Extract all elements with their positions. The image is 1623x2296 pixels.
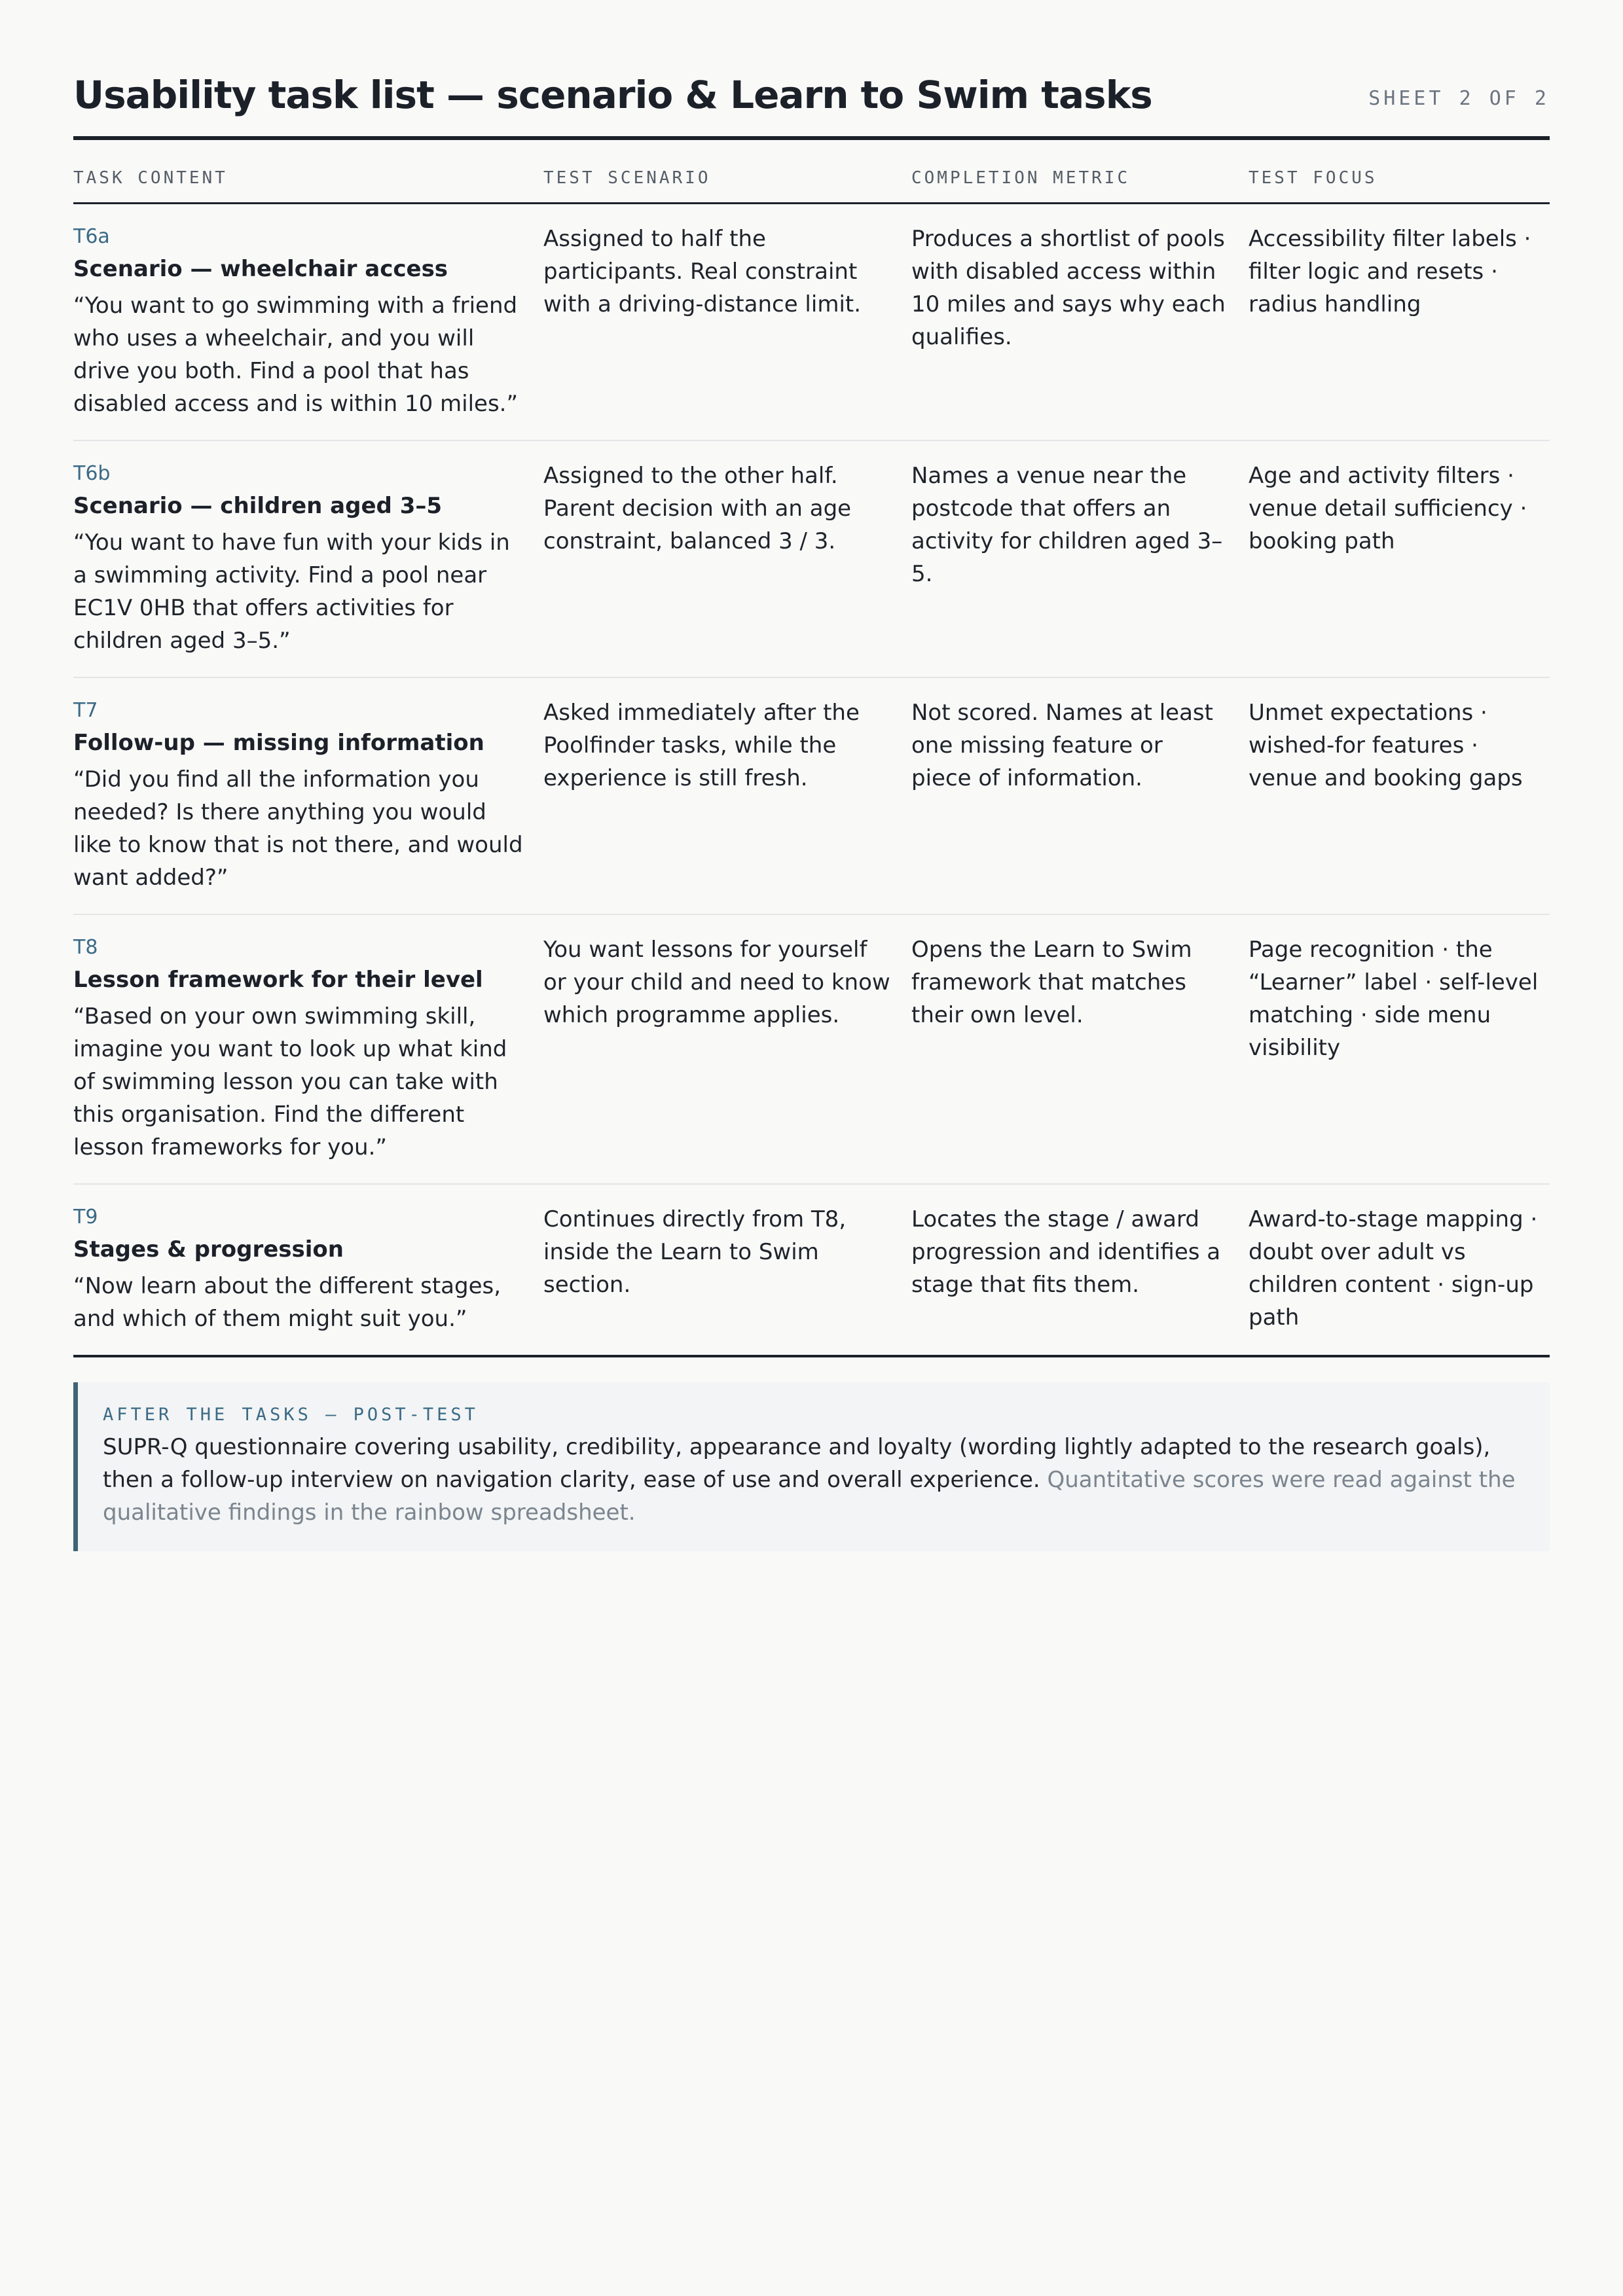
- completion-metric-cell: Opens the Learn to Swim framework that matches their own level.: [911, 914, 1249, 1184]
- task-id: T7: [73, 698, 98, 722]
- completion-metric-cell: Names a venue near the postcode that offers an activity for children aged 3–5.: [911, 440, 1249, 677]
- column-header-test-scenario: TEST SCENARIO: [543, 140, 911, 203]
- post-test-description: SUPR-Q questionnaire covering usability, credibility, appearance and loyalty (wording lightly adapted to the research goals), then a follow-up interview on navigation clarity, ease of use and overall experience.: [103, 1433, 1491, 1493]
- table-row: [73, 914, 1550, 1184]
- task-name: Lesson framework for their level: [73, 966, 483, 993]
- completion-metric-cell: Locates the stage / award progression and identifies a stage that fits them.: [911, 1184, 1249, 1356]
- post-test-heading: AFTER THE TASKS — POST-TEST: [103, 1404, 479, 1425]
- post-test-callout: [73, 1382, 1550, 1551]
- task-prompt: “You want to have fun with your kids in a swimming activity. Find a pool near EC1V 0HB that offers activities for children aged 3–5.”: [73, 529, 510, 654]
- test-scenario-cell: You want lessons for yourself or your child and need to know which programme applies.: [543, 914, 911, 1184]
- task-content-cell: [73, 677, 543, 914]
- test-focus-cell: Page recognition · the “Learner” label · self-level matching · side menu visibility: [1249, 914, 1550, 1184]
- column-header-test-focus: TEST FOCUS: [1249, 140, 1550, 203]
- test-scenario-cell: Assigned to half the participants. Real constraint with a driving-distance limit.: [543, 203, 911, 440]
- task-prompt: “You want to go swimming with a friend who uses a wheelchair, and you will drive you both. Find a pool that has disabled access and is within 10 miles.”: [73, 292, 519, 417]
- task-id: T6a: [73, 224, 110, 248]
- page-title: Usability task list — scenario & Learn to Swim tasks: [73, 73, 1152, 117]
- task-content-cell: [73, 914, 543, 1184]
- table-row: [73, 677, 1550, 914]
- title-row: [73, 68, 1550, 140]
- test-focus-cell: Accessibility filter labels · filter logic and resets · radius handling: [1249, 203, 1550, 440]
- task-table: [73, 140, 1550, 1357]
- post-test-body: [103, 1431, 1526, 1529]
- task-prompt: “Did you find all the information you needed? Is there anything you would like to know that is not there, and would want added?”: [73, 766, 523, 891]
- test-focus-cell: Award-to-stage mapping · doubt over adult vs children content · sign-up path: [1249, 1184, 1550, 1356]
- sheet-number: SHEET 2 OF 2: [1368, 87, 1550, 110]
- test-focus-cell: Unmet expectations · wished-for features · venue and booking gaps: [1249, 677, 1550, 914]
- task-id: T9: [73, 1205, 98, 1229]
- table-row: [73, 440, 1550, 677]
- task-prompt: “Now learn about the different stages, and which of them might suit you.”: [73, 1272, 501, 1332]
- task-content-cell: [73, 1184, 543, 1356]
- column-header-task-content: TASK CONTENT: [73, 140, 543, 203]
- task-id: T8: [73, 935, 98, 959]
- completion-metric-cell: Not scored. Names at least one missing feature or piece of information.: [911, 677, 1249, 914]
- task-name: Scenario — children aged 3–5: [73, 492, 443, 519]
- completion-metric-cell: Produces a shortlist of pools with disabled access within 10 miles and says why each qualifies.: [911, 203, 1249, 440]
- task-name: Stages & progression: [73, 1236, 344, 1263]
- table-header-row: [73, 140, 1550, 203]
- test-scenario-cell: Asked immediately after the Poolfinder tasks, while the experience is still fresh.: [543, 677, 911, 914]
- task-name: Scenario — wheelchair access: [73, 255, 448, 282]
- task-content-cell: [73, 203, 543, 440]
- test-scenario-cell: Assigned to the other half. Parent decision with an age constraint, balanced 3 / 3.: [543, 440, 911, 677]
- table-row: [73, 203, 1550, 440]
- task-id: T6b: [73, 461, 111, 485]
- column-header-completion-metric: COMPLETION METRIC: [911, 140, 1249, 203]
- task-name: Follow-up — missing information: [73, 729, 484, 756]
- test-focus-cell: Age and activity filters · venue detail sufficiency · booking path: [1249, 440, 1550, 677]
- table-row: [73, 1184, 1550, 1356]
- test-scenario-cell: Continues directly from T8, inside the Learn to Swim section.: [543, 1184, 911, 1356]
- task-content-cell: [73, 440, 543, 677]
- post-test-note: Quantitative scores were read against the qualitative findings in the rainbow spreadsheet.: [103, 1466, 1516, 1526]
- task-prompt: “Based on your own swimming skill, imagine you want to look up what kind of swimming lesson you can take with this organisation. Find the different lesson frameworks for you.”: [73, 1003, 507, 1160]
- task-sheet: [73, 68, 1550, 1551]
